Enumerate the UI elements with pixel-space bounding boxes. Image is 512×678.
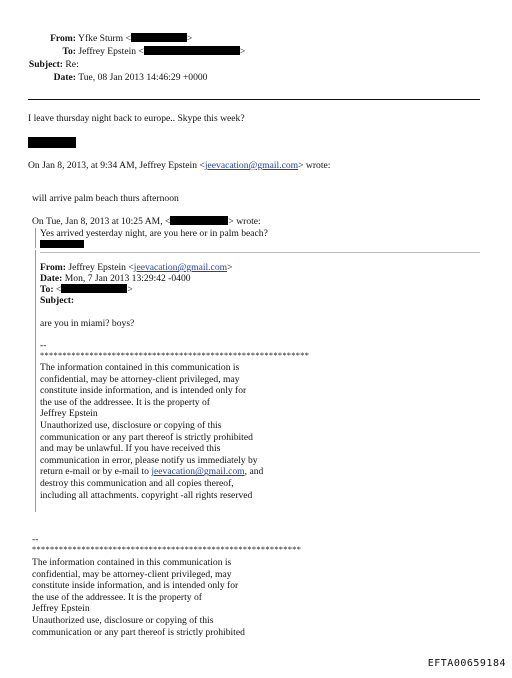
inner-date-label: Date: <box>40 273 63 284</box>
redaction-block <box>28 137 76 148</box>
inner-disclaimer <box>40 362 263 501</box>
inner-from-label: From: <box>40 262 66 273</box>
disclaimer-line: constitute inside information, and is intended only for <box>32 580 239 592</box>
inner-to-prefix: < <box>55 284 62 295</box>
disclaimer-line: destroy this communication and all copies thereof, <box>40 477 234 489</box>
body-line-3: Yes arrived yesterday night, are you here or in palm beach? <box>40 228 268 239</box>
inner-sig-dash: -- <box>40 340 47 351</box>
header-from-close: > <box>186 33 193 44</box>
quote-1-prefix: On Jan 8, 2013, at 9:34 AM, Jeffrey Epstein < <box>28 160 205 171</box>
header-subject-value: Re: <box>65 59 79 70</box>
redaction-block <box>170 216 228 225</box>
header-from-row <box>20 33 192 45</box>
inner-subject-label: Subject: <box>40 295 75 306</box>
inner-date-row <box>40 273 191 285</box>
header-divider <box>28 99 480 100</box>
redaction-block <box>61 284 127 293</box>
inner-body-line-1: are you in miami? boys? <box>40 318 135 329</box>
disclaimer-line: Jeffrey Epstein <box>40 408 98 420</box>
disclaimer-line: The information contained in this communication is <box>32 557 232 568</box>
redaction-block <box>40 240 84 248</box>
header-date-value: Tue, 08 Jan 2013 14:46:29 +0000 <box>78 72 208 83</box>
body-line-2: will arrive palm beach thurs afternoon <box>32 193 179 204</box>
disclaimer-line: The information contained in this communication is <box>40 362 240 373</box>
header-subject-row <box>20 59 79 71</box>
header-date-label: Date: <box>53 72 76 83</box>
disclaimer-line: the use of the addressee. It is the property of <box>40 396 210 408</box>
email-link[interactable]: jeevacation@gmail.com <box>151 466 245 478</box>
header-to-name: Jeffrey Epstein < <box>78 46 144 57</box>
inner-from-name: Jeffrey Epstein < <box>68 262 134 273</box>
email-link[interactable]: jeevacation@gmail.com <box>133 262 228 273</box>
quote-bar <box>35 250 36 512</box>
disclaimer-line: Unauthorized use, disclosure or copying of this <box>40 419 222 431</box>
inner-to-close: > <box>127 284 133 295</box>
quote-2-suffix: > wrote: <box>228 216 261 227</box>
disclaimer-line: including all attachments. copyright -all rights reserved <box>40 489 253 501</box>
header-from-name: Yfke Sturm < <box>78 33 131 44</box>
header-to-close: > <box>239 46 246 57</box>
inner-date-value: Mon, 7 Jan 2013 13:29:42 -0400 <box>64 273 191 284</box>
outer-disclaimer <box>32 557 245 638</box>
redacted-signature <box>28 137 76 151</box>
inner-stars: ************************************************************ <box>40 351 310 360</box>
inner-divider <box>40 252 480 253</box>
inner-to-row <box>40 284 133 296</box>
disclaimer-email-line <box>40 466 263 478</box>
outer-stars: ************************************************************ <box>32 545 302 554</box>
inner-subject-row <box>40 295 74 307</box>
inner-from-close: > <box>227 262 233 273</box>
quote-2-attribution <box>32 216 261 228</box>
header-from-label: From: <box>50 33 76 44</box>
disclaimer-line: communication or any part thereof is strictly prohibited <box>32 626 245 638</box>
disclaimer-line: communication or any part thereof is strictly prohibited <box>40 431 253 443</box>
disclaimer-email-prefix: return e-mail or by e-mail to <box>40 466 152 478</box>
disclaimer-line: Jeffrey Epstein <box>32 603 90 615</box>
disclaimer-email-suffix: , and <box>244 466 264 478</box>
redaction-block <box>144 46 240 55</box>
quote-2-prefix: On Tue, Jan 8, 2013 at 10:25 AM, < <box>32 216 171 227</box>
disclaimer-line: the use of the addressee. It is the property of <box>32 591 202 603</box>
disclaimer-line: Unauthorized use, disclosure or copying of this <box>32 614 214 626</box>
disclaimer-line: and may be unlawful. If you have received this <box>40 443 221 455</box>
redacted-line <box>40 239 84 251</box>
disclaimer-line: constitute inside information, and is intended only for <box>40 385 247 397</box>
header-subject-label: Subject: <box>28 59 63 70</box>
header-date-row <box>20 72 207 84</box>
disclaimer-line: confidential, may be attorney-client privileged, may <box>40 373 240 385</box>
body-line-1: I leave thursday night back to europe.. Skype this week? <box>28 113 245 124</box>
disclaimer-line: communication in error, please notify us immediately by <box>40 454 258 466</box>
header-to-label: To: <box>62 46 76 57</box>
quote-1-suffix: > wrote: <box>298 160 331 171</box>
quote-1-attribution <box>28 160 330 172</box>
outer-sig-dash: -- <box>32 534 39 545</box>
header-to-row <box>20 46 245 58</box>
redaction-block <box>131 33 187 42</box>
email-link[interactable]: jeevacation@gmail.com <box>204 160 299 171</box>
disclaimer-line: confidential, may be attorney-client privileged, may <box>32 568 232 580</box>
inner-from-row <box>40 262 233 274</box>
document-id: EFTA00659184 <box>427 658 506 670</box>
inner-to-label: To: <box>40 284 54 295</box>
quote-bar <box>35 228 36 248</box>
